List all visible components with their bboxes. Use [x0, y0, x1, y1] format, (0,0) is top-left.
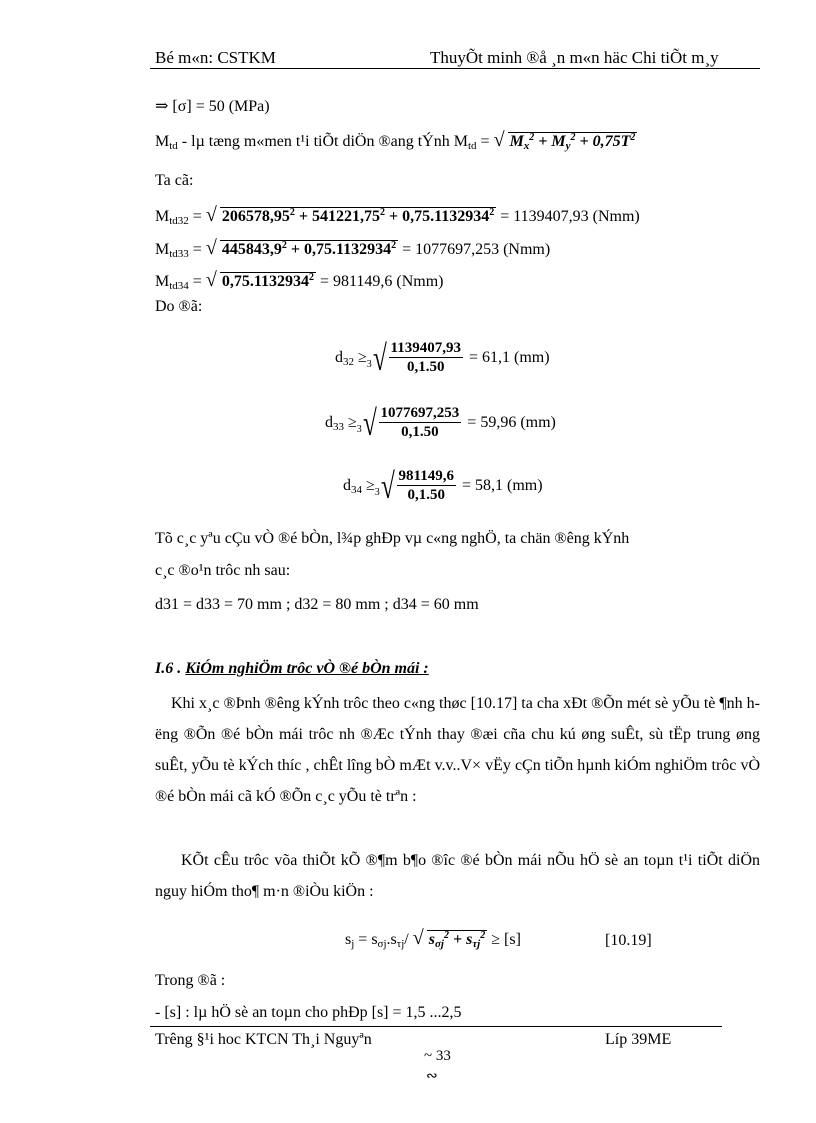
- mtd-definition-text: - lµ tæng m«men t¹i tiÕt diÖn ®ang tÝnh M: [181, 133, 468, 150]
- section-heading: [155, 660, 429, 678]
- d33-result: = 59,96 (mm): [467, 414, 556, 431]
- sj-inequality: ≥ [s]: [491, 931, 521, 948]
- allowable-stress: ⇒ [σ] = 50 (MPa): [155, 98, 270, 115]
- d34-result: = 58,1 (mm): [461, 477, 543, 494]
- ta-co: Ta cã:: [155, 172, 194, 189]
- paragraph-1: Khi x¸c ®Þnh ®êng kÝnh trôc theo c«ng thøc [10.17] ta cha xÐt ®Õn mét sè yÕu tè ¶nh hëng ®Õn ®é bÒn mái trôc nh ®Æc tÝnh thay ®æi cña chu kú øng suÊt, sù tËp trung øng suÊt, yÕu tè kÝch thíc , chÊt lîng bÒ mÆt v.v..V× vËy cÇn tiÕn hµnh kiÓm nghiÖm trôc vÒ ®é bÒn mái cã kÓ ®Õn c¸c yÕu tè trªn :: [155, 695, 760, 805]
- d33-line: $d_{33}$ ≥ 3 √ $\frac{1077697,253}{0,1.50}$ = 59,96 (mm): [325, 403, 556, 443]
- page-number: [424, 1048, 451, 1065]
- d34-cuberoot: 3 √ $\frac{981149,6}{0,1.50}$: [374, 466, 454, 506]
- mtd-general-formula: √ $M_x^2 + M_y^2 + 0,75T^2$: [493, 129, 636, 152]
- choose-line-1: Tõ c¸c yªu cÇu vÒ ®é bÒn, l¾p ghÐp vµ c«ng nghÖ, ta chän ®êng kÝnh: [155, 530, 630, 547]
- footer-rule: [150, 1026, 722, 1027]
- trong-do: Trong ®ã :: [155, 972, 226, 989]
- footer-right: Líp 39ME: [605, 1031, 672, 1048]
- mtd33-line: $M_{td33}$ = √ $445843,9^2 + 0,75.1132934^2 = 1077697,253$ (Nmm): [155, 237, 551, 260]
- s-definition: - [s] : lµ hÖ sè an toµn cho phÐp [s] = 1,5 ...2,5: [155, 1004, 462, 1021]
- page-ornament-top-icon: ~: [424, 1048, 433, 1064]
- sj-formula: $s_j = s_{\sigma j}.s_{\tau j}/$ √ $s_{\sigma j}^2 + s_{\tau j}^2 \ge [s]$: [345, 927, 521, 950]
- mtd-definition: $M_{td}$ - lµ tæng m«men t¹i tiÕt diÖn ®ang tÝnh $M_{td}$ = √ $M_x^2 + M_y^2 + 0,75T^2$: [155, 129, 636, 152]
- d32-numerator: 1139407,93: [390, 340, 461, 356]
- footer-left: Trêng §¹i hoc KTCN Th¸i Nguyªn: [155, 1031, 372, 1048]
- mtd33-radical: √ $445843,9^2 + 0,75.1132934^2$: [205, 237, 397, 259]
- choose-line-3: d31 = d33 = 70 mm ; d32 = 80 mm ; d34 = 60 mm: [155, 596, 479, 613]
- section-number: I.6 .: [155, 660, 186, 677]
- mtd32-result: = 1139407,93 (Nmm): [500, 208, 640, 225]
- sj-radical: √ $s_{\sigma j}^2 + s_{\tau j}^2$: [412, 927, 486, 950]
- d33-cuberoot: 3 √ $\frac{1077697,253}{0,1.50}$: [356, 403, 460, 443]
- choose-line-2: c¸c ®o¹n trôc nh sau:: [155, 562, 291, 579]
- d32-result: = 61,1 (mm): [468, 349, 550, 366]
- d32-line: $d_{32}$ ≥ 3 √ $\frac{1139407,93}{0,1.50}$ = 61,1 (mm): [335, 338, 550, 378]
- do-do: Do ®ã:: [155, 298, 203, 315]
- page-number-value: 33: [435, 1048, 451, 1064]
- mtd32-line: $M_{td32}$ = √ $206578,95^2 + 541221,75^2 + 0,75.1132934^2 = 1139407,93$ (Nmm): [155, 204, 640, 227]
- d34-line: $d_{34}$ ≥ 3 √ $\frac{981149,6}{0,1.50}$ = 58,1 (mm): [343, 466, 543, 506]
- mtd34-line: $M_{td34}$ = √ 0,75.1132934$^2$ = 981149,6 (Nmm): [155, 269, 444, 292]
- equation-number: [10.19]: [605, 932, 652, 949]
- mtd34-result: = 981149,6 (Nmm): [319, 273, 444, 290]
- paragraph-2: KÕt cÊu trôc võa thiÕt kÕ ®¶m b¶o ®îc ®é bÒn mái nÕu hÖ sè an toµn t¹i tiÕt diÖn nguy hiÓm tho¶ m·n ®iÒu kiÖn :: [155, 852, 760, 900]
- d32-cuberoot: 3 √ $\frac{1139407,93}{0,1.50}$: [366, 338, 461, 378]
- section-title: KiÓm nghiÖm trôc vÒ ®é bÒn mái :: [185, 660, 429, 677]
- header-rule: [150, 68, 760, 69]
- header-right: ThuyÕt minh ®å ¸n m«n häc Chi tiÕt m¸y: [430, 48, 719, 67]
- mtd33-result: = 1077697,253 (Nmm): [402, 241, 551, 258]
- d32-denominator: 0,1.50: [407, 359, 445, 375]
- page-ornament-bottom-icon: ∾: [426, 1069, 438, 1084]
- header-left: Bé m«n: CSTKM: [155, 48, 276, 67]
- d34-denominator: 0,1.50: [407, 487, 446, 503]
- d34-numerator: 981149,6: [398, 468, 454, 484]
- d33-denominator: 0,1.50: [401, 424, 439, 440]
- mtd32-radical: √ $206578,95^2 + 541221,75^2 + 0,75.1132934^2$: [205, 204, 495, 226]
- mtd34-radical: √ 0,75.1132934$^2$: [205, 269, 314, 291]
- d33-numerator: 1077697,253: [380, 405, 460, 421]
